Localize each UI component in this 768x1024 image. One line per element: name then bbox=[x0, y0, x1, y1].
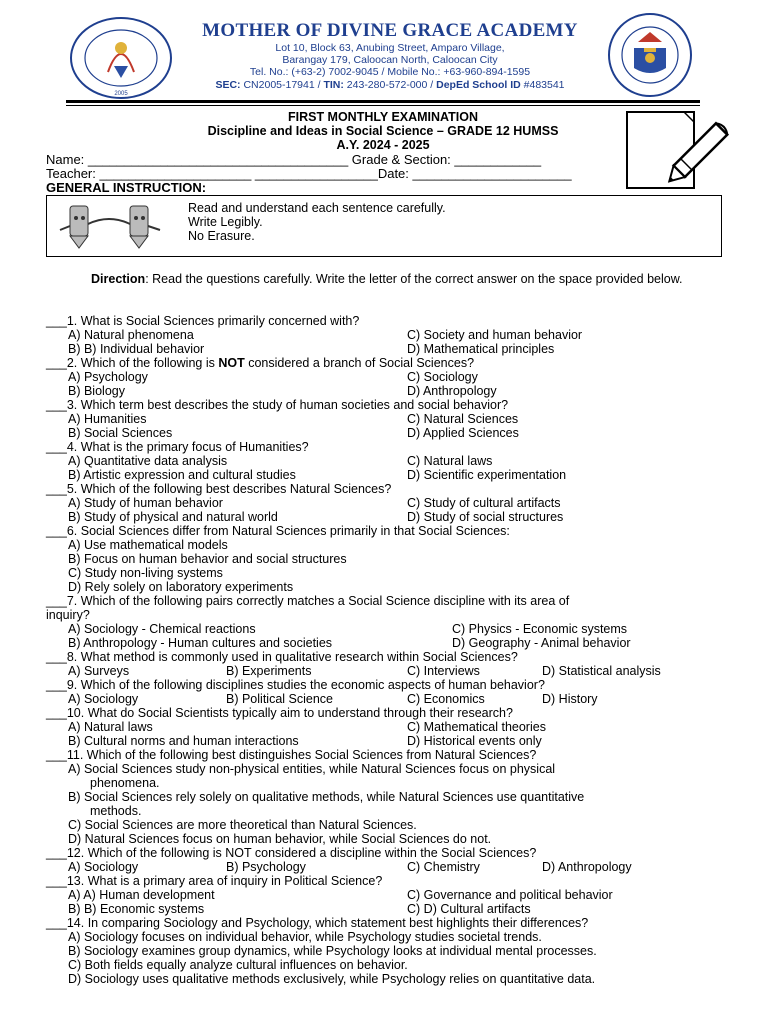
choice: A) Psychology bbox=[68, 370, 148, 384]
choice: C) Society and human behavior bbox=[407, 328, 583, 342]
school-seal-logo bbox=[68, 16, 174, 100]
choice: D) Statistical analysis bbox=[542, 664, 661, 678]
instruction-item: No Erasure. bbox=[188, 229, 255, 243]
choice: B) Sociology examines group dynamics, while Psychology looks at individual mental processes. bbox=[68, 944, 597, 958]
choice: D) Mathematical principles bbox=[407, 342, 555, 356]
choice: A) A) Human development bbox=[68, 888, 215, 902]
choice: B) Social Sciences rely solely on qualitative methods, while Natural Sciences use quantitative bbox=[68, 790, 585, 804]
question-stem: ___7. Which of the following pairs correctly matches a Social Science discipline with its area of bbox=[46, 594, 570, 608]
school-address-line1: Lot 10, Block 63, Anubing Street, Amparo Village, bbox=[275, 42, 505, 54]
choice: C) Both fields equally analyze cultural influences on behavior. bbox=[68, 958, 408, 972]
choice: C) Natural Sciences bbox=[407, 412, 519, 426]
choice: A) Sociology bbox=[68, 692, 139, 706]
choice: C) Chemistry bbox=[407, 860, 480, 874]
question-stem: ___13. What is a primary area of inquiry in Political Science? bbox=[46, 874, 383, 888]
deped-label: DepEd School ID bbox=[436, 79, 521, 91]
school-contact: Tel. No.: (+63-2) 7002-9045 / Mobile No.: +63-960-894-1595 bbox=[249, 66, 531, 78]
choice: A) Natural laws bbox=[68, 720, 153, 734]
question-stem-continued: inquiry? bbox=[46, 608, 90, 622]
instruction-item: Write Legibly. bbox=[188, 215, 263, 229]
choice: C) Study non-living systems bbox=[68, 566, 223, 580]
pencil-characters-icon bbox=[56, 200, 168, 252]
question-stem bbox=[46, 356, 474, 370]
choice: C) Economics bbox=[407, 692, 485, 706]
exam-title: FIRST MONTHLY EXAMINATION bbox=[287, 110, 479, 124]
sec-label: SEC: bbox=[215, 79, 241, 91]
instruction-item: Read and understand each sentence carefully. bbox=[188, 201, 446, 215]
choice: B) Psychology bbox=[226, 860, 306, 874]
choice: C) Interviews bbox=[407, 664, 480, 678]
pencil-paper-icon bbox=[624, 108, 740, 192]
choice-continued: methods. bbox=[90, 804, 142, 818]
choice: D) Anthropology bbox=[542, 860, 632, 874]
choice: A) Use mathematical models bbox=[68, 538, 228, 552]
choice: B) Cultural norms and human interactions bbox=[68, 734, 299, 748]
question-stem: ___11. Which of the following best distinguishes Social Sciences from Natural Sciences? bbox=[46, 748, 537, 762]
teacher-date-field-line[interactable]: Teacher: _____________________ _________________Date: ______________________ bbox=[46, 166, 572, 181]
choice: D) Historical events only bbox=[407, 734, 542, 748]
question-stem: ___4. What is the primary focus of Humanities? bbox=[46, 440, 309, 454]
direction-label: Direction bbox=[91, 272, 146, 286]
choice: B) Social Sciences bbox=[68, 426, 173, 440]
choice: B) Artistic expression and cultural studies bbox=[68, 468, 296, 482]
choice: A) Sociology - Chemical reactions bbox=[68, 622, 256, 636]
choice: B) Political Science bbox=[226, 692, 333, 706]
choice: B) Focus on human behavior and social structures bbox=[68, 552, 347, 566]
choice: C) Study of cultural artifacts bbox=[407, 496, 561, 510]
choice: C) Governance and political behavior bbox=[407, 888, 613, 902]
school-address-line2: Barangay 179, Caloocan North, Caloocan City bbox=[282, 54, 498, 66]
choice: D) Geography - Animal behavior bbox=[452, 636, 631, 650]
deped-value: #483541 bbox=[523, 79, 565, 91]
choice: B) Study of physical and natural world bbox=[68, 510, 278, 524]
name-grade-field-line[interactable]: Name: ____________________________________ Grade & Section: ____________ bbox=[46, 152, 542, 167]
question-stem: ___6. Social Sciences differ from Natural Sciences primarily in that Social Sciences: bbox=[46, 524, 510, 538]
choice: A) Quantitative data analysis bbox=[68, 454, 228, 468]
choice: A) Surveys bbox=[68, 664, 130, 678]
choice: D) Applied Sciences bbox=[407, 426, 519, 440]
exam-subject: Discipline and Ideas in Social Science – GRADE 12 HUMSS bbox=[207, 124, 559, 138]
exam-year: A.Y. 2024 - 2025 bbox=[336, 138, 430, 152]
question-stem: ___5. Which of the following best describes Natural Sciences? bbox=[46, 482, 392, 496]
stem-emphasis: NOT bbox=[218, 356, 245, 370]
choice: D) Anthropology bbox=[407, 384, 497, 398]
choice: D) History bbox=[542, 692, 598, 706]
choice: A) Sociology bbox=[68, 860, 139, 874]
choice: C) Natural laws bbox=[407, 454, 493, 468]
choice: D) Natural Sciences focus on human behavior, while Social Sciences do not. bbox=[68, 832, 492, 846]
choice: B) Anthropology - Human cultures and societies bbox=[68, 636, 333, 650]
tin-value: 243-280-572-000 / bbox=[346, 79, 434, 91]
choice: D) Study of social structures bbox=[407, 510, 564, 524]
choice: C) Mathematical theories bbox=[407, 720, 546, 734]
sec-value: CN2005-17941 / bbox=[243, 79, 321, 91]
question-stem: ___8. What method is commonly used in qualitative research within Social Sciences? bbox=[46, 650, 518, 664]
svg-text:2005: 2005 bbox=[114, 91, 128, 97]
stem-text: ___2. Which of the following is bbox=[46, 356, 219, 370]
choice: D) Sociology uses qualitative methods exclusively, while Psychology relies on quantitative data. bbox=[68, 972, 596, 986]
choice: B) Biology bbox=[68, 384, 125, 398]
header-divider-thin bbox=[66, 105, 700, 106]
question-stem: ___1. What is Social Sciences primarily concerned with? bbox=[46, 314, 360, 328]
choice: D) Scientific experimentation bbox=[407, 468, 567, 482]
choice: C) D) Cultural artifacts bbox=[407, 902, 531, 916]
choice: A) Humanities bbox=[68, 412, 147, 426]
question-stem: ___14. In comparing Sociology and Psychology, which statement best highlights their differences? bbox=[46, 916, 589, 930]
direction-text bbox=[91, 272, 711, 287]
deped-seal-logo bbox=[598, 12, 702, 98]
choice-continued: phenomena. bbox=[90, 776, 160, 790]
choice: B) B) Individual behavior bbox=[68, 342, 205, 356]
choice: B) Experiments bbox=[226, 664, 312, 678]
header-divider-thick bbox=[66, 100, 700, 103]
choice: C) Social Sciences are more theoretical than Natural Sciences. bbox=[68, 818, 417, 832]
choice: D) Rely solely on laboratory experiments bbox=[68, 580, 294, 594]
choice: A) Natural phenomena bbox=[68, 328, 194, 342]
choice: C) Sociology bbox=[407, 370, 478, 384]
school-registration bbox=[185, 79, 595, 91]
question-stem: ___3. Which term best describes the study of human societies and social behavior? bbox=[46, 398, 509, 412]
school-name: MOTHER OF DIVINE GRACE ACADEMY bbox=[202, 20, 578, 41]
choice: B) B) Economic systems bbox=[68, 902, 205, 916]
choice: A) Social Sciences study non-physical entities, while Natural Sciences focus on physical bbox=[68, 762, 556, 776]
stem-text: considered a branch of Social Sciences? bbox=[244, 356, 475, 370]
question-stem: ___12. Which of the following is NOT considered a discipline within the Social Sciences? bbox=[46, 846, 537, 860]
choice: C) Physics - Economic systems bbox=[452, 622, 628, 636]
general-instruction-heading: GENERAL INSTRUCTION: bbox=[46, 180, 207, 195]
question-stem: ___10. What do Social Scientists typically aim to understand through their research? bbox=[46, 706, 513, 720]
direction-body: : Read the questions carefully. Write the letter of the correct answer on the space provided below. bbox=[145, 272, 683, 286]
tin-label: TIN: bbox=[323, 79, 344, 91]
choice: A) Study of human behavior bbox=[68, 496, 223, 510]
choice: A) Sociology focuses on individual behavior, while Psychology studies societal trends. bbox=[68, 930, 542, 944]
question-stem: ___9. Which of the following disciplines studies the economic aspects of human behavior? bbox=[46, 678, 545, 692]
